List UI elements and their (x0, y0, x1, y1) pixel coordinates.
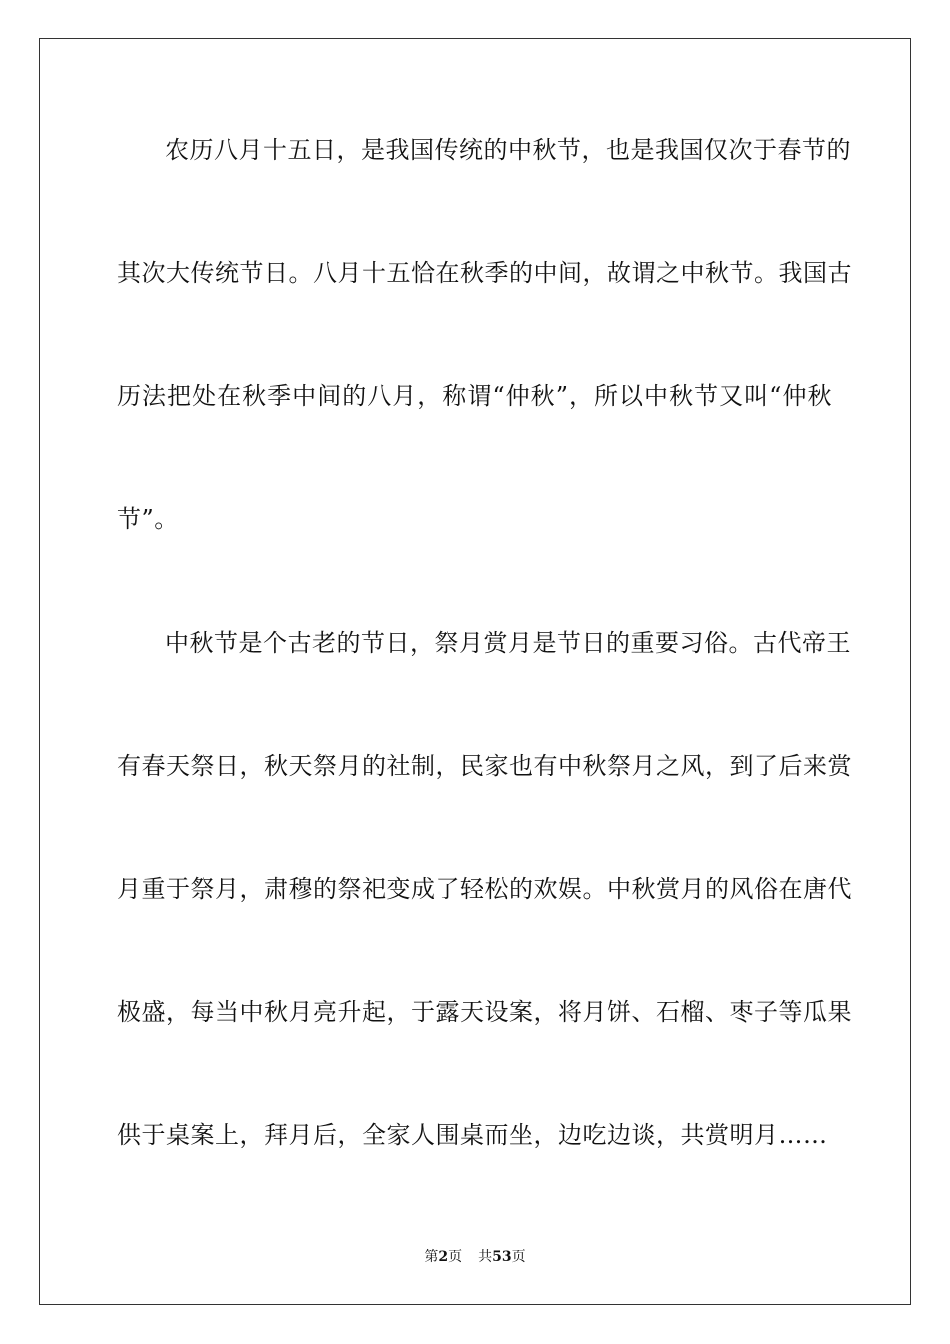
page-prefix: 第 (424, 1249, 439, 1265)
page-border (39, 38, 911, 1305)
paragraph-1-line-1: 农历八月十五日，是我国传统的中秋节，也是我国仅次于春节的 (165, 136, 851, 164)
paragraph-1-line-2: 其次大传统节日。八月十五恰在秋季的中间，故谓之中秋节。我国古 (117, 259, 852, 287)
page-number: 2 (438, 1249, 449, 1265)
total-suffix: 页 (511, 1249, 526, 1265)
paragraph-2-line-4: 极盛，每当中秋月亮升起，于露天设案，将月饼、石榴、枣子等瓜果 (117, 998, 852, 1026)
paragraph-1-line-3: 历法把处在秋季中间的八月，称谓“仲秋”，所以中秋节又叫“仲秋 (117, 382, 832, 410)
paragraph-2-line-5: 供于桌案上，拜月后，全家人围桌而坐，边吃边谈，共赏明月…… (117, 1121, 828, 1149)
paragraph-2-line-2: 有春天祭日，秋天祭月的社制，民家也有中秋祭月之风，到了后来赏 (117, 752, 852, 780)
page-footer (0, 1247, 950, 1267)
total-prefix: 共 (478, 1249, 493, 1265)
page-suffix: 页 (448, 1249, 463, 1265)
paragraph-2-line-1: 中秋节是个古老的节日，祭月赏月是节日的重要习俗。古代帝王 (165, 629, 851, 657)
paragraph-2-line-3: 月重于祭月，肃穆的祭祀变成了轻松的欢娱。中秋赏月的风俗在唐代 (117, 875, 852, 903)
total-pages: 53 (492, 1249, 512, 1265)
paragraph-1-line-4: 节”。 (117, 505, 179, 533)
